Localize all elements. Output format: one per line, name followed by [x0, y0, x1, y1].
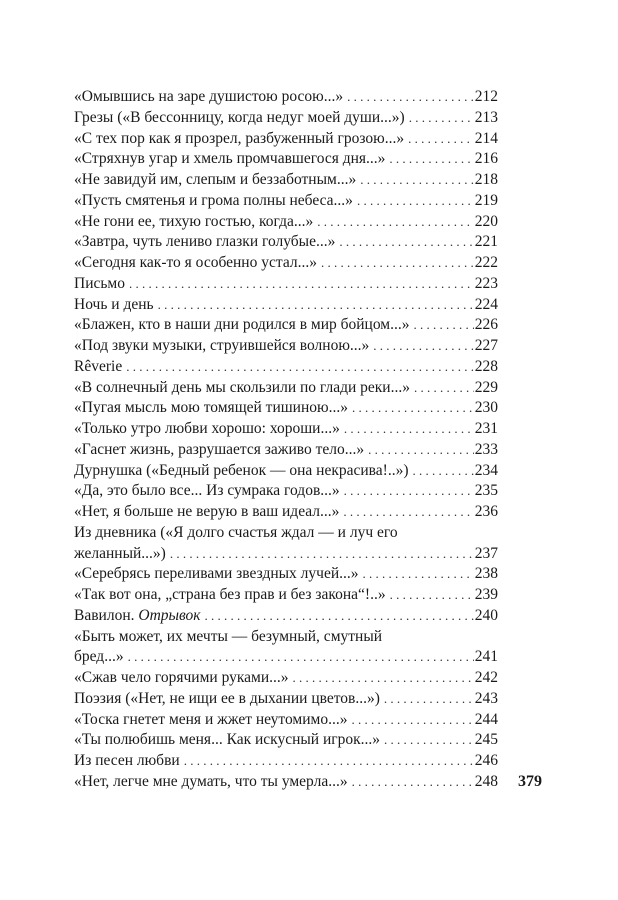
entry-page: 221 [474, 233, 498, 251]
dot-leader [154, 295, 474, 316]
dot-leader [410, 378, 474, 399]
entry-page: 229 [474, 378, 498, 396]
entry-title: «Завтра, чуть лениво глазки голубые...» [74, 233, 336, 251]
entry-page: 241 [474, 648, 498, 666]
entry-title: «Да, это было все... Из сумрака годов...» [74, 482, 340, 500]
dot-leader [340, 481, 474, 502]
entry-page: 222 [474, 254, 498, 271]
entry-page: 233 [474, 440, 498, 458]
dot-leader [369, 336, 474, 357]
entry-page: 240 [474, 606, 498, 624]
entry-subtitle: Отрывок [138, 606, 201, 624]
entry-page: 214 [474, 129, 498, 147]
entry-page: 224 [474, 295, 498, 313]
toc-entry [74, 212, 498, 233]
dot-leader [335, 232, 474, 253]
entry-page: 228 [474, 357, 498, 375]
dot-leader [339, 502, 474, 523]
dot-leader [180, 751, 474, 772]
dot-leader [166, 544, 474, 565]
toc-entry [74, 149, 498, 170]
toc-entry [74, 315, 498, 336]
toc-entry [74, 668, 498, 689]
dot-leader [359, 564, 475, 585]
entry-title: «Нет, легче мне думать, что ты умерла...» [74, 772, 348, 790]
toc-entry [74, 253, 498, 274]
entry-page: 248 [474, 772, 498, 790]
entry-page: 223 [474, 274, 498, 292]
entry-title: Из песен любви [74, 752, 180, 769]
dot-leader [353, 191, 474, 212]
dot-leader [289, 668, 474, 689]
toc-entry [74, 730, 498, 751]
toc-entry [74, 481, 498, 502]
toc-entry [74, 461, 498, 482]
entry-title: «Ты полюбишь меня... Как искусный игрок...» [74, 731, 381, 749]
entry-page: 230 [474, 399, 498, 417]
dot-leader [356, 170, 474, 191]
toc-entry [74, 440, 498, 461]
entry-title: «С тех пор как я прозрел, разбуженный грозою...» [74, 129, 405, 147]
dot-leader [313, 212, 474, 233]
entry-page: 246 [474, 752, 498, 769]
dot-leader [348, 398, 474, 419]
entry-page: 216 [474, 150, 498, 168]
dot-leader [405, 108, 474, 129]
entry-title: «Нет, я больше не верую в ваш идеал...» [74, 503, 340, 520]
page-number: 379 [518, 773, 542, 790]
toc-entry [74, 129, 498, 150]
entry-page: 213 [474, 108, 498, 126]
entry-title: «Не завидуй им, слепым и беззаботным...» [74, 171, 357, 188]
entry-title: Письмо [74, 274, 125, 292]
entry-page: 227 [474, 337, 498, 354]
toc-entry [74, 357, 498, 378]
entry-page: 236 [474, 503, 498, 520]
toc-entry [74, 502, 498, 523]
entry-title: «Сегодня как-то я особенно устал...» [74, 254, 317, 271]
entry-page: 242 [474, 669, 498, 686]
toc-entry [74, 772, 498, 793]
entry-page: 219 [474, 191, 498, 209]
toc-entry [74, 191, 498, 212]
toc-entry [74, 710, 498, 731]
dot-leader [343, 87, 474, 108]
entry-title: «Пусть смятенья и грома полны небеса...» [74, 191, 353, 209]
entry-page: 234 [474, 461, 498, 479]
entry-title: Поэзия («Нет, не ищи ее в дыхании цветов...») [74, 689, 380, 707]
dot-leader [380, 730, 474, 751]
entry-title: «Блажен, кто в наши дни родился в мир бойцом...» [74, 316, 410, 334]
entry-title: «Тоска гнетет меня и жжет неутомимо...» [74, 710, 348, 728]
toc-entry [74, 606, 498, 627]
entry-page: 220 [474, 212, 498, 230]
toc-entry [74, 398, 498, 419]
entry-title: «Так вот она, „страна без прав и без закона“!..» [74, 586, 386, 603]
entry-title: «Под звуки музыки, струившейся волною...» [74, 337, 370, 354]
dot-leader [348, 772, 474, 793]
toc-entry [74, 295, 498, 316]
entry-page: 238 [474, 565, 498, 583]
toc-entry [74, 585, 498, 606]
entry-page: 212 [474, 88, 498, 105]
entry-title: Вавилон. [74, 606, 135, 624]
dot-leader [125, 274, 474, 295]
entry-title: «Серебрясь переливами звездных лучей...» [74, 565, 359, 583]
entry-page: 235 [474, 482, 498, 500]
entry-title-group [74, 606, 201, 627]
dot-leader [385, 149, 474, 170]
entry-page: 218 [474, 171, 498, 188]
dot-leader [364, 440, 474, 461]
entry-title: Rêverie [74, 357, 123, 375]
entry-page: 244 [474, 710, 498, 728]
toc-entry [74, 751, 498, 772]
dot-leader [124, 647, 474, 668]
toc-entry [74, 274, 498, 295]
entry-title-first-line: Из дневника («Я долго счастья ждал — и луч его [74, 523, 398, 541]
entry-title: «Не гони ее, тихую гостью, когда...» [74, 212, 314, 230]
entry-page: 239 [474, 586, 498, 603]
entry-title: «Сжав чело горячими руками...» [74, 669, 289, 686]
dot-leader [317, 253, 474, 274]
dot-leader [409, 461, 475, 482]
entry-title: «Стряхнув угар и хмель промчавшегося дня...» [74, 150, 386, 168]
dot-leader [122, 357, 474, 378]
toc-entry [74, 689, 498, 710]
entry-title: Ночь и день [74, 295, 154, 313]
entry-page: 237 [474, 544, 498, 562]
entry-title: «Только утро любви хорошо: хороши...» [74, 420, 340, 437]
dot-leader [386, 585, 474, 606]
entry-title: Дурнушка («Бедный ребенок — она некрасива!..») [74, 461, 409, 479]
toc-entry [74, 627, 498, 669]
table-of-contents [74, 87, 498, 793]
dot-leader [201, 606, 474, 627]
dot-leader [404, 129, 474, 150]
entry-title: «Гаснет жизнь, разрушается заживо тело...» [74, 440, 365, 458]
toc-entry [74, 232, 498, 253]
toc-entry [74, 170, 498, 191]
dot-leader [340, 419, 474, 440]
entry-title: «Омывшись на заре душистою росою...» [74, 88, 344, 105]
entry-title: Грезы («В бессонницу, когда недуг моей души...») [74, 108, 405, 126]
toc-entry [74, 564, 498, 585]
entry-title-first-line: «Быть может, их мечты — безумный, смутный [74, 627, 383, 645]
entry-title: «В солнечный день мы скользили по глади реки...» [74, 378, 410, 396]
dot-leader [380, 689, 474, 710]
entry-page: 243 [474, 689, 498, 707]
dot-leader [409, 315, 474, 336]
toc-entry [74, 87, 498, 108]
entry-title: «Пугая мысль мою томящей тишиною...» [74, 399, 348, 417]
toc-entry [74, 419, 498, 440]
toc-entry [74, 523, 498, 565]
entry-title: желанный...») [74, 544, 166, 562]
toc-entry [74, 378, 498, 399]
entry-page: 226 [474, 316, 498, 334]
toc-entry [74, 108, 498, 129]
toc-entry [74, 336, 498, 357]
entry-title: бред...» [74, 648, 124, 666]
dot-leader [347, 710, 474, 731]
entry-page: 231 [474, 420, 498, 437]
entry-page: 245 [474, 731, 498, 749]
